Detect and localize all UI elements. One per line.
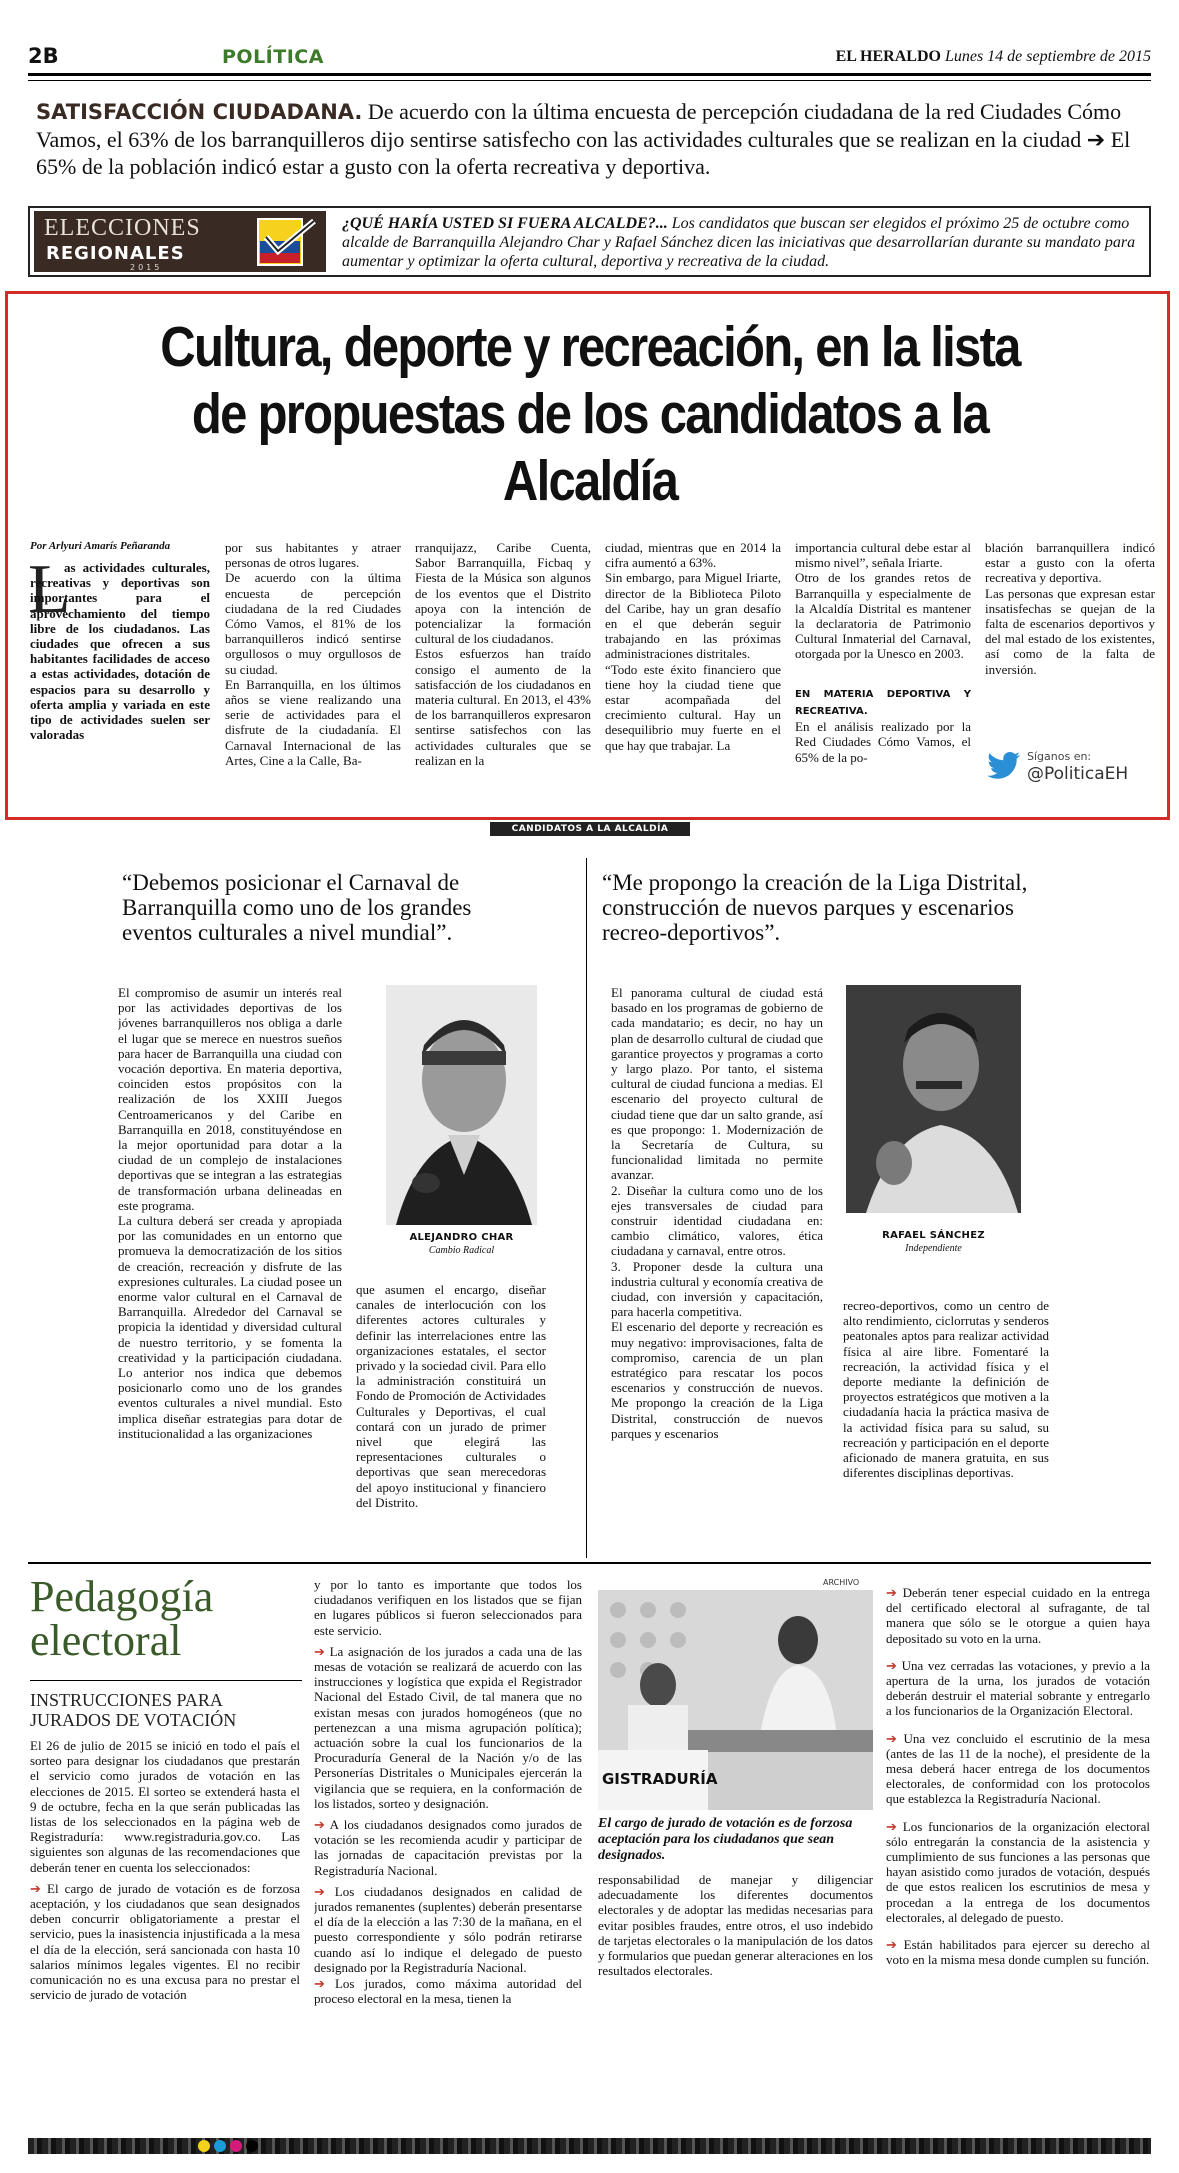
col2-bullet-2 [314, 1817, 582, 1878]
col2-b1-text: La asignación de los jurados a cada una de las mesas de votación se realizará de acuerdo con las instrucciones y logística que expida el Registrador Nacional del Estado Civil, de tal manera que no existan mesas con jurados homogéneos (que no pertenezcan a una misma agrupación política); actuación sobre la cual los funcionarios de la Procuraduría General de la Nación y/o de las Personerías Distritales o Municipales ejercerán la vigilancia que se requiera, en la conformación de los listados, sorteo y designación. [314, 1643, 582, 1811]
char-col-2 [356, 1282, 546, 1522]
article-col-2 [225, 540, 401, 800]
col5-text: importancia cultural debe estar al mismo nivel”, señala Iriarte. Otro de los grandes retos de Barranquilla y especialmente de la Alcaldía Distrital es mantener la declaratoria de Patrimonio Cultural Inmaterial del Carnaval, otorgada por la Unesco en 2003. [795, 540, 971, 662]
bullet-arrow-icon: ➔ [886, 1585, 903, 1600]
sanchez-photo [846, 985, 1021, 1213]
sanchez-quote: “Me propongo la creación de la Liga Distrital, construcción de nuevos parques y escenarios recreo-deportivos”. [602, 870, 1028, 945]
col6-text: blación barranquillera indicó estar a gusto con la oferta recreativa y deportiva. Las personas que expresan estar insatisfechas se quejan de la falta de escenarios deportivos y del mal estado de los existentes, así como de la falta de inversión. [985, 540, 1155, 677]
bullet-arrow-icon: ➔ [30, 1880, 48, 1896]
col2-b2-text: A los ciudadanos designados como jurados de votación se les recomienda acudir y participar de las jornadas de capacitación previstas por la Registraduría Nacional. [314, 1817, 582, 1878]
char-col-1 [118, 985, 342, 1515]
sanchez-party: Independiente [905, 1243, 962, 1254]
col2-bullet-3 [314, 1884, 582, 1975]
col2-bullet-4 [314, 1976, 582, 2006]
article-col-6 [985, 540, 1155, 710]
col4-b3-text: Una vez concluido el escrutinio de la mesa (antes de las 11 de la noche), el presidente de la mesa deberá hacer entrega de los documentos electorales, de conformidad con los protocolos que establezca la Registraduría Nacional. [886, 1730, 1150, 1807]
registration-dots [198, 2140, 288, 2152]
char-quote: “Debemos posicionar el Carnaval de Barranquilla como uno de los grandes eventos culturales a nivel mundial”. [122, 870, 472, 945]
issue-date: Lunes 14 de septiembre de 2015 [944, 48, 1151, 65]
pedagogy-title-line1: Pedagogía [30, 1572, 214, 1621]
col5-tail: En el análisis realizado por la Red Ciudades Cómo Vamos, el 65% de la po- [795, 719, 971, 765]
banner-text [342, 214, 1142, 271]
col2-b3-text: Los ciudadanos designados en calidad de jurados remanentes (suplentes) deberán presentarse el día de la elección a las 7:30 de la mañana, en el puesto correspondiente y sólo podrán retirarse cuando así lo indique el delegado de puesto designado por la Registraduría Nacional. [314, 1883, 582, 1975]
pedagogy-col-3 [598, 1872, 873, 1992]
pedagogy-subtitle [30, 1690, 302, 1730]
elections-logo [34, 211, 326, 272]
intro-text: De acuerdo con la última encuesta de percepción ciudadana de la red Ciudades Cómo Vamos, el 63% de los barranquilleros dijo sentirse satisfecho con las actividades culturales que se realizan en la ciudad ➔ El 65% de la población indicó estar a gusto con la oferta recreativa y deportiva. [36, 99, 1131, 179]
char-photo [386, 985, 537, 1225]
photo-sign-text: GISTRADURÍA [602, 1770, 718, 1788]
col2-intro: y por lo tanto es importante que todos los ciudadanos verifiquen en los listados que se fijan en lugares públicos si fueron seleccionados para este servicio. [314, 1577, 582, 1638]
drop-cap: L [28, 551, 71, 628]
col4-text: ciudad, mientras que en 2014 la cifra aumentó a 63%. Sin embargo, para Miguel Iriarte, director de la Biblioteca Piloto del Caribe, hay un gran desafío en el que deberán seguir trabajando en las próximas administraciones distritales. “Todo este éxito financiero que tiene hoy la ciudad tiene que estar acompañada del crecimiento cultural. Hay un desequilibrio muy fuerte en el que hay que trabajar. La [605, 540, 781, 753]
col4-bullet-5 [886, 1937, 1150, 1967]
bullet-arrow-icon: ➔ [314, 1817, 330, 1833]
char-party: Cambio Radical [428, 1245, 495, 1256]
col2-text: por sus habitantes y atraer personas de otros lugares. De acuerdo con la última encuesta de percepción ciudadana de la red Ciudades Cómo Vamos, el 81% de los barranquilleros indicó sentirse orgullosos o muy orgullosos de su ciudad. En Barranquilla, en los últimos años se viene realizando una serie de actividades para el disfrute de la ciudadanía. El Carnaval Internacional de las Artes, Cine a la Calle, Ba- [225, 540, 401, 768]
photo-credit: ARCHIVO [823, 1578, 860, 1587]
headline-line1: Cultura, deporte y recreación, en la lista [160, 315, 1020, 379]
print-registration-bar [28, 2138, 1151, 2154]
bullet-arrow-icon: ➔ [886, 1730, 904, 1746]
col3-text: rranquijazz, Caribe Cuenta, Sabor Barranquilla, Ficbaq y Fiesta de la Música son algunos de los eventos que el Distrito apoya con la intención de potencializar la formación cultural de los ciudadanos. Estos esfuerzos han traído consigo el aumento de la satisfacción de los ciudadanos en materia cultural. En 2013, el 43% de los barranquilleros expresaron sentirse satisfechos con las actividades culturales que se realizan en la [415, 540, 591, 768]
col4-bullet-4 [886, 1819, 1150, 1925]
col4-b2-text: Una vez cerradas las votaciones, y previo a la apertura de la urna, los jurados de votación deberán destruir el material sobrante y entregarlo a los funcionarios de la Organización Electoral. [886, 1657, 1150, 1719]
col2-bullet-1 [314, 1644, 582, 1811]
banner-body: Los candidatos que buscan ser elegidos el próximo 25 de octubre como alcalde de Barranquilla Alejandro Char y Rafael Sánchez dicen las iniciativas que desarrollarían durante su mandato para aumentar y optimizar la oferta cultural, deportiva y recreativa de la ciudad. [342, 215, 1136, 270]
bullet-1-text: El cargo de jurado de votación es de forzosa aceptación, y los ciudadanos que sean designados deben concurrir obligatoriamente a prestar el servicio, pues la inasistencia injustificada a la mesa el día de la elección, será sancionada con hasta 10 salarios mínimos legales vigentes. El no recibir comunicación no es una excusa para no prestar el servicio de jurado de votación [30, 1880, 300, 2003]
char-portrait-icon [386, 985, 537, 1225]
masthead [836, 48, 1151, 66]
col4-b4-text: Los funcionarios de la organización electoral sólo entregarán la constancia de la asistencia y cumplimiento de sus funciones a las personas que hayan asistido como jurados de votación, después de que estos realicen los escrutinios de mesa y procedan a la entrega de los documentos electorales, al delegado de puesto. [886, 1818, 1150, 1925]
pedagogy-title [30, 1572, 300, 1665]
char-name: ALEJANDRO CHAR [409, 1232, 514, 1243]
section-name: POLÍTICA [222, 46, 324, 68]
sanchez-col-1 [611, 985, 823, 1500]
sanchez-col-2 [843, 1298, 1049, 1508]
elections-banner [28, 206, 1151, 277]
article-headline [100, 314, 1080, 515]
paper-name: EL HERALDO [835, 48, 941, 65]
page-number: 2B [28, 44, 59, 68]
pedagogy-col-2 [314, 1577, 582, 2125]
col4-b1-text: Deberán tener especial cuidado en la entrega del certificado electoral al sufragante, de tal manera que sólo se le otorgue a quien haya depositado su voto en la urna. [886, 1585, 1150, 1646]
sanchez-col1-text: El panorama cultural de ciudad está basado en los programas de gobierno de cada mandatario; es decir, no hay un plan de desarrollo cultural de ciudad que garantice proyectos y programas a corto y largo plazo. Por tanto, el sistema cultural de ciudad funciona a medias. El escenario del proyecto cultural de ciudad tiene que dar un salto grande, así es que propongo: 1. Modernización de la Secretaría de Cultura, su funcionalidad limitada no permite avanzar. 2. Diseñar la cultura como uno de los ejes transversales de ciudad para construir identidad ciudadana en: cambio climático, valores, ética ciudadana y carnaval, entre otros. 3. Proponer desde la cultura una industria cultural y economía creativa de ciudad, con inversión y capacitación, para hacerla competitiva. El escenario del deporte y recreación es muy negativo: improvisaciones, falta de compromiso, carencia de un plan estratégico para rescatar los pocos escenarios y construcción de nuevos. Me propongo la creación de la Liga Distrital, construcción de nuevos parques y escenarios [611, 985, 823, 1441]
bullet-arrow-icon: ➔ [314, 1883, 335, 1899]
col4-bullet-2 [886, 1658, 1150, 1719]
bullet-arrow-icon: ➔ [886, 1657, 902, 1673]
subtitle-line2: JURADOS DE VOTACIÓN [30, 1710, 237, 1730]
col4-bullet-1 [886, 1585, 1150, 1646]
article-col-5 [795, 540, 971, 800]
sanchez-col2-text: recreo-deportivos, como un centro de alto rendimiento, ciclorrutas y senderos peatonales aptos para realizar actividad física al aire libre. Fomentaré la recreación, la actividad física y el deporte mediante la definición de proyectos estratégicos que motiven a la ciudadanía hacia la práctica masiva de la actividad física para su salud, su recreación y participación en el deporte aficionado de manera gratuita, en sus diferentes disciplinas deportivas. [843, 1298, 1049, 1481]
pedagogy-intro: El 26 de julio de 2015 se inició en todo el país el sorteo para designar los ciudadanos que prestarán el servicio como jurados de votación en las elecciones de 2015. El sorteo se extenderá hasta el 9 de octubre, fecha en la que serán publicadas las listas de los seleccionados en la página web de Registraduría: www.registraduria.gov.co. Las siguientes son algunas de las recomendaciones que deberán tener en cuenta los seleccionados: [30, 1738, 300, 1875]
col5-sub [795, 670, 971, 765]
header-rule-thin [28, 80, 1151, 81]
jurors-photo [598, 1590, 873, 1810]
col4-b5-text: Están habilitados para ejercer su derecho al voto en la misma mesa donde cumplen su función. [886, 1937, 1150, 1968]
char-col1-text: El compromiso de asumir un interés real por las actividades deportivas de los jóvenes barranquilleros nos obliga a darle el lugar que se merece en nuestros sueños para hacer de Barranquilla una ciudad con vocación deportiva. En materia deportiva, coinciden estos propósitos con la realización de los XXIII Juegos Centroamericanos y del Caribe en Barranquilla en 2018, constituyéndose en la mejor oportunidad para dotar a la ciudad de un complejo de instalaciones deportivas que se integran a las estrategias de transformación urbana delineadas en este programa. La cultura deberá ser creada y apropiada por las comunidades en un entorno que promueva la democratización de los sitios de creación, recreación y disfrute de las expresiones culturales. La ciudad posee un enorme valor cultural en el Carnaval de Barranquilla. Alrededor del Carnaval se propicia la identidad y diversidad cultural de nuestro territorio, y se fomenta la creatividad y la participación ciudadana. Lo anterior nos indica que debemos posicionarlo como uno de los grandes eventos culturales a nivel mundial. Esto implica diseñar estrategias para dotar de institucionalidad a las organizaciones [118, 985, 342, 1441]
header-rule [28, 73, 1151, 76]
intro-lead: SATISFACCIÓN CIUDADANA. [36, 100, 363, 124]
article-col-1 [28, 551, 210, 800]
social-label: Síganos en: [1027, 750, 1092, 763]
sanchez-portrait-icon [846, 985, 1021, 1213]
ballot-check-icon [256, 217, 318, 269]
pedagogy-rule [30, 1680, 302, 1681]
subtitle-line1: INSTRUCCIONES PARA [30, 1690, 223, 1710]
pedagogy-title-line2: electoral [30, 1616, 182, 1665]
col5-subhead: EN MATERIA DEPORTIVA Y RECREATIVA. [795, 688, 971, 718]
pedagogy-bullet-1 [30, 1881, 300, 2003]
twitter-bird-icon [987, 752, 1021, 780]
byline: Por Arlyuri Amarís Peñaranda [30, 540, 171, 552]
col3-text: responsabilidad de manejar y diligenciar adecuadamente los diferentes documentos electorales y de adoptar las medidas necesarias para evitar posibles fraudes, entre otros, el uso indebido de tarjetas electorales o la manipulación de los datos y formularios que puedan generar alteraciones en los resultados electorales. [598, 1872, 873, 1979]
article-col-3 [415, 540, 591, 800]
logo-line1: ELECCIONES [44, 215, 201, 241]
photo-caption: El cargo de jurado de votación es de forzosa aceptación para los ciudadanos que sean designados. [598, 1816, 853, 1863]
col2-b4-text: Los jurados, como máxima autoridad del proceso electoral en la mesa, tienen la [314, 1976, 582, 2007]
logo-line2: REGIONALES [46, 243, 185, 264]
sanchez-name: RAFAEL SÁNCHEZ [882, 1230, 985, 1241]
section-divider [28, 1562, 1151, 1564]
banner-lead: ¿QUÉ HARÍA USTED SI FUERA ALCALDE?... [342, 215, 668, 232]
pedagogy-col-4 [886, 1585, 1150, 2125]
col1-text: as actividades culturales, recreativas y deportivas son importantes para el aprovechamiento del tiempo libre de los ciudadanos. Las ciudades que ofrecen a sus habitantes facilidades de acceso a estas actividades, dotación de espacios para su desarrollo y oferta amplia y variada en este tipo de actividades suelen ser valoradas [30, 560, 210, 743]
col4-bullet-3 [886, 1731, 1150, 1807]
bullet-arrow-icon: ➔ [314, 1976, 335, 1992]
logo-year: 2015 [130, 263, 163, 272]
pedagogy-col-1 [30, 1738, 300, 2123]
candidates-divider [586, 858, 587, 1558]
intro-summary [36, 98, 1148, 180]
char-col2-text: que asumen el encargo, diseñar canales de interlocución con los diferentes actores culturales y definir las interrelaciones entre las organizaciones estatales, el sector privado y la sociedad civil. Para ello la administración constituirá un Fondo de Promoción de Actividades Culturales y Deportivas, el cual contará con un jurado de primer nivel que elegirá las representaciones culturales o deportivas que sean merecedoras del apoyo institucional y financiero del Distrito. [356, 1282, 546, 1510]
bullet-arrow-icon: ➔ [314, 1643, 330, 1659]
bullet-arrow-icon: ➔ [886, 1937, 904, 1953]
candidates-strip: CANDIDATOS A LA ALCALDÍA [490, 822, 690, 836]
headline-line2: de propuestas de los candidatos a la Alcaldía [191, 382, 989, 513]
social-follow[interactable] [985, 748, 1155, 792]
bullet-arrow-icon: ➔ [886, 1818, 903, 1834]
social-handle: @PoliticaEH [1027, 764, 1129, 784]
article-col-4 [605, 540, 781, 800]
